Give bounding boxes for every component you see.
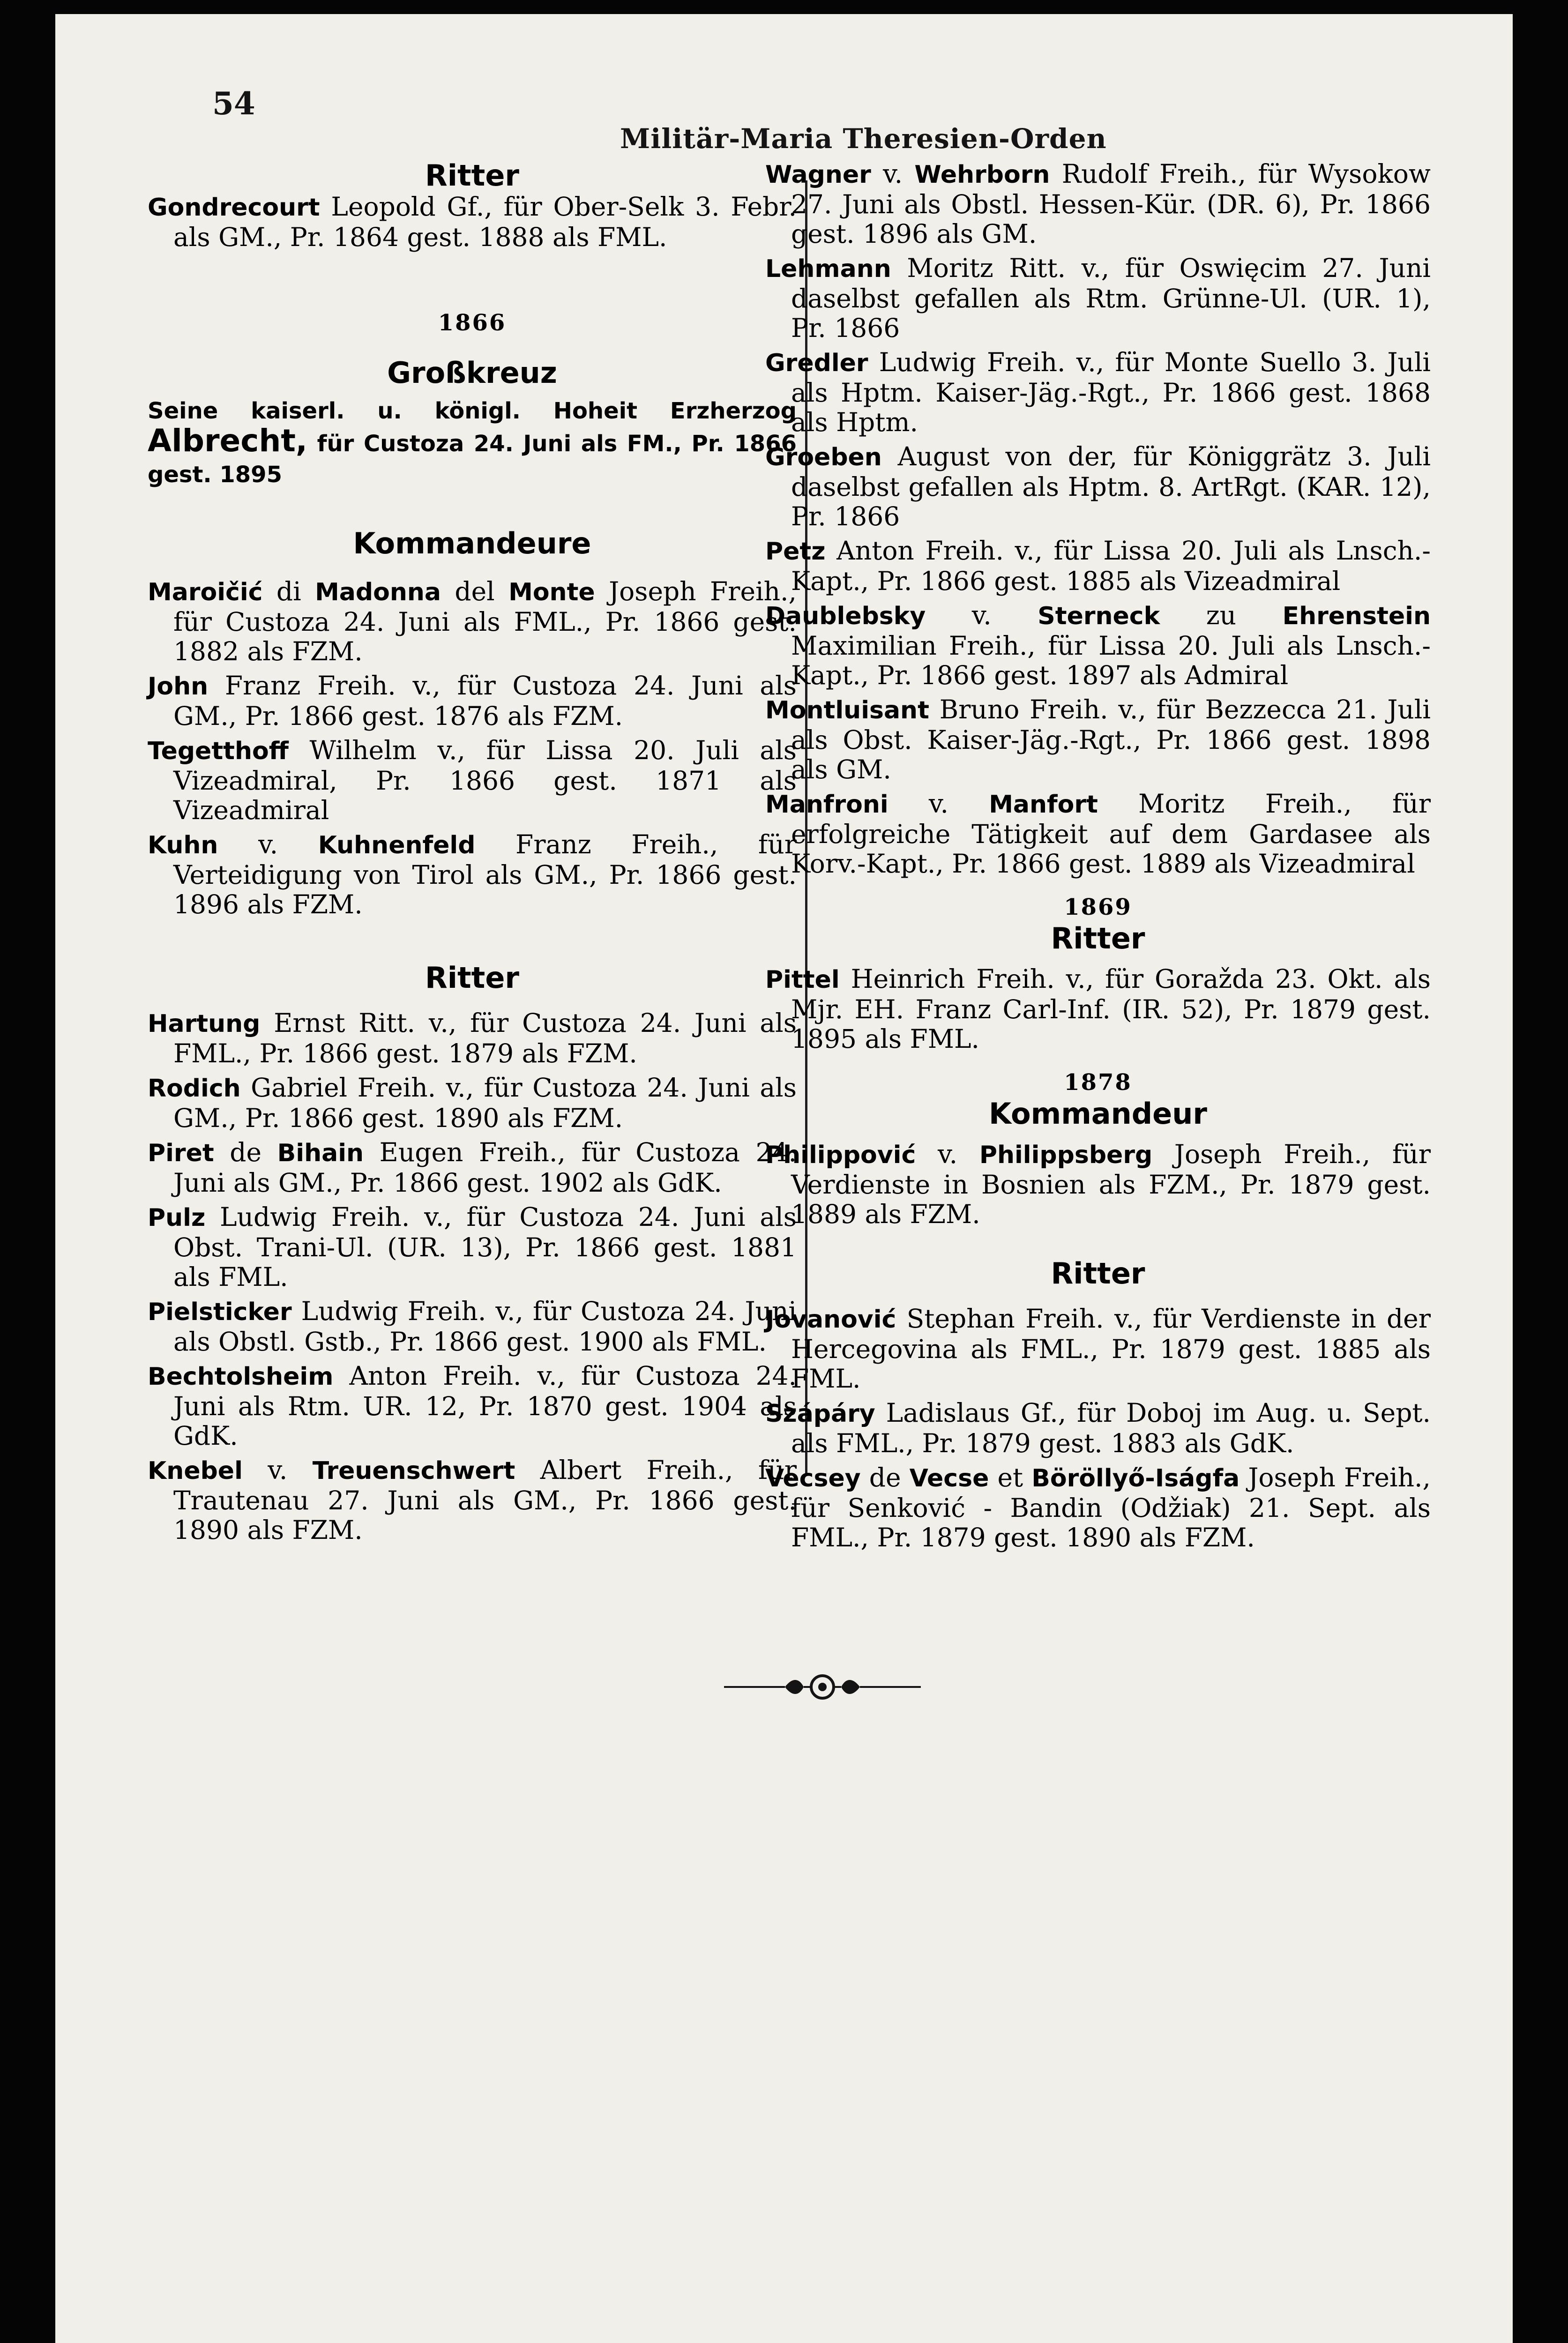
entry-prefix: Seine kaiserl. u. königl. Hoheit Erzherzog bbox=[148, 398, 797, 424]
spacer bbox=[148, 560, 797, 577]
entry-text: Franz Freih. v., für Custoza 24. Juni als GM., Pr. 1866 gest. 1876 als FZM. bbox=[173, 671, 797, 731]
entry-szapary bbox=[765, 1398, 1431, 1458]
entry-gondrecourt bbox=[148, 192, 797, 252]
entry-tegetthoff bbox=[148, 736, 797, 825]
page-number: 54 bbox=[212, 85, 255, 122]
entry-name: Maroičić bbox=[148, 578, 263, 606]
entry-name: Pulz bbox=[148, 1204, 206, 1232]
entry-particle: v. bbox=[218, 829, 318, 859]
entry-name: Hartung bbox=[148, 1010, 261, 1038]
entry-name: Tegetthoff bbox=[148, 737, 289, 765]
section-heading-kommandeur: Kommandeur bbox=[989, 1097, 1207, 1131]
entry-text: Gabriel Freih. v., für Custoza 24. Juni als GM., Pr. 1866 gest. 1890 als FZM. bbox=[173, 1073, 797, 1133]
entry-text: Stephan Freih. v., für Verdienste in der Hercegovina als FML., Pr. 1879 gest. 1885 als FML. bbox=[791, 1304, 1431, 1394]
entry-text: Wilhelm v., für Lissa 20. Juli als Vizeadmiral, Pr. 1866 gest. 1871 als Vizeadmiral bbox=[173, 735, 797, 825]
entry-name: Wehrborn bbox=[914, 161, 1050, 189]
entry-name: Sterneck bbox=[1038, 602, 1160, 630]
entry-name: Manfroni bbox=[765, 791, 889, 819]
entry-philippovic bbox=[765, 1140, 1431, 1229]
entry-john bbox=[148, 671, 797, 731]
entry-text: Maximilian Freih., für Lissa 20. Juli als Lnsch.-Kapt., Pr. 1866 gest. 1897 als Admiral bbox=[791, 631, 1431, 690]
spacer bbox=[765, 1059, 1431, 1068]
entry-particle: v. bbox=[871, 159, 915, 189]
entry-text: für Custoza 24. Juni als FM., Pr. 1866 gest. 1895 bbox=[148, 431, 797, 488]
entry-name: Pittel bbox=[765, 966, 840, 994]
spacer bbox=[765, 955, 1431, 964]
entry-name: Groeben bbox=[765, 443, 882, 471]
entry-text: August von der, für Königgrätz 3. Juli daselbst gefallen als Hptm. 8. ArtRgt. (KAR. 12), Pr. 1866 bbox=[791, 441, 1431, 531]
entry-particle: et bbox=[989, 1463, 1032, 1492]
entry-name: Lehmann bbox=[765, 255, 891, 283]
running-title: Militär-Maria Theresien-Orden bbox=[620, 123, 1107, 155]
entry-particle: del bbox=[441, 576, 509, 606]
entry-name: Vecsey bbox=[765, 1464, 861, 1492]
entry-text: Ladislaus Gf., für Doboj im Aug. u. Sept. als FML., Pr. 1879 gest. 1883 als GdK. bbox=[791, 1398, 1431, 1458]
year-heading: 1878 bbox=[1064, 1069, 1132, 1096]
entry-name: Bechtolsheim bbox=[148, 1363, 334, 1391]
entry-particle: di bbox=[262, 576, 315, 606]
entry-manfroni bbox=[765, 789, 1431, 879]
entry-name: Wagner bbox=[765, 161, 871, 189]
entry-vecsey bbox=[765, 1463, 1431, 1552]
entry-name: Knebel bbox=[148, 1457, 243, 1485]
section-heading-ritter: Ritter bbox=[1051, 921, 1145, 955]
entry-particle: v. bbox=[926, 600, 1038, 630]
entry-particle: v. bbox=[888, 789, 989, 819]
entry-name: Kuhn bbox=[148, 831, 218, 859]
entry-knebel bbox=[148, 1455, 797, 1545]
entry-text: Albert Freih., für Trautenau 27. Juni als GM., Pr. 1866 gest. 1890 als FZM. bbox=[173, 1455, 797, 1545]
entry-groeben bbox=[765, 442, 1431, 531]
entry-particle: de bbox=[860, 1463, 910, 1492]
entry-name: Gredler bbox=[765, 349, 868, 377]
entry-kuhn bbox=[148, 830, 797, 919]
entry-pielsticker bbox=[148, 1297, 797, 1357]
entry-name: Philippović bbox=[765, 1141, 916, 1169]
entry-pittel bbox=[765, 964, 1431, 1054]
entry-text: Moritz Ritt. v., für Oswięcim 27. Juni daselbst gefallen als Rtm. Grünne-Ul. (UR. 1), Pr. 1866 bbox=[791, 253, 1431, 343]
section-heading-ritter: Ritter bbox=[425, 158, 519, 193]
entry-name: Daublebsky bbox=[765, 602, 926, 630]
entry-name: Madonna bbox=[315, 578, 441, 606]
entry-name: John bbox=[148, 672, 209, 701]
entry-daublebsky bbox=[765, 601, 1431, 690]
spacer bbox=[148, 494, 797, 527]
entry-wagner bbox=[765, 159, 1431, 249]
entry-petz bbox=[765, 536, 1431, 596]
entry-piret bbox=[148, 1138, 797, 1198]
entry-text: Bruno Freih. v., für Bezzecca 21. Juli als Obst. Kaiser-Jäg.-Rgt., Pr. 1866 gest. 1898 als GM. bbox=[791, 694, 1431, 784]
entry-text: Joseph Freih., für Verdienste in Bosnien als FZM., Pr. 1879 gest. 1889 als FZM. bbox=[791, 1139, 1431, 1229]
fleuron-ornament-icon bbox=[724, 1668, 921, 1706]
entry-text: Ludwig Freih. v., für Custoza 24. Juni als Obstl. Gstb., Pr. 1866 gest. 1900 als FML. bbox=[173, 1296, 797, 1357]
entry-text: Leopold Gf., für Ober-Selk 3. Febr. als GM., Pr. 1864 gest. 1888 als FML. bbox=[173, 192, 797, 252]
entry-name: Bihain bbox=[277, 1139, 364, 1167]
spacer bbox=[765, 1290, 1431, 1304]
entry-gredler bbox=[765, 348, 1431, 437]
entry-rodich bbox=[148, 1073, 797, 1133]
entry-name: Jovanović bbox=[765, 1306, 896, 1334]
entry-montluisant bbox=[765, 695, 1431, 784]
section-heading-ritter: Ritter bbox=[1051, 1256, 1145, 1291]
spacer bbox=[148, 257, 797, 308]
spacer bbox=[765, 1234, 1431, 1257]
entry-name: Kuhnenfeld bbox=[318, 831, 476, 859]
spacer bbox=[765, 1130, 1431, 1140]
entry-name: Philippsberg bbox=[979, 1141, 1153, 1169]
entry-particle: de bbox=[214, 1137, 277, 1167]
entry-text: Rudolf Freih., für Wysokow 27. Juni als Obstl. Hessen-Kür. (DR. 6), Pr. 1866 gest. 1896 als GM. bbox=[791, 159, 1431, 249]
entry-particle: zu bbox=[1160, 600, 1283, 630]
entry-text: Heinrich Freih. v., für Goražda 23. Okt. als Mjr. EH. Franz Carl-Inf. (IR. 52), Pr. 1879 gest. 1895 als FML. bbox=[791, 964, 1431, 1054]
entry-text: Ludwig Freih. v., für Custoza 24. Juni als Obst. Trani-Ul. (UR. 13), Pr. 1866 gest. 1881 als FML. bbox=[173, 1202, 797, 1292]
entry-text: Franz Freih., für Verteidigung von Tirol als GM., Pr. 1866 gest. 1896 als FZM. bbox=[173, 829, 797, 919]
entry-jovanovic bbox=[765, 1304, 1431, 1394]
entry-lehmann bbox=[765, 254, 1431, 343]
entry-text: Joseph Freih., für Custoza 24. Juni als FML., Pr. 1866 gest. 1882 als FZM. bbox=[173, 576, 797, 666]
entry-name: Piret bbox=[148, 1139, 214, 1167]
entry-name: Treuenschwert bbox=[312, 1457, 515, 1485]
year-heading: 1866 bbox=[438, 310, 507, 336]
entry-name: Montluisant bbox=[765, 696, 929, 724]
entry-maroicic bbox=[148, 577, 797, 666]
section-heading-grosskreuz: Großkreuz bbox=[387, 356, 557, 390]
entry-text: Anton Freih. v., für Custoza 24. Juni als Rtm. UR. 12, Pr. 1870 gest. 1904 als GdK. bbox=[173, 1361, 797, 1451]
entry-name: Petz bbox=[765, 537, 826, 566]
spacer bbox=[148, 924, 797, 962]
entry-name: Vecse bbox=[909, 1464, 989, 1492]
entry-name: Albrecht, bbox=[148, 423, 307, 459]
entry-text: Ernst Ritt. v., für Custoza 24. Juni als FML., Pr. 1866 gest. 1879 als FZM. bbox=[173, 1008, 797, 1068]
entry-text: Anton Freih. v., für Lissa 20. Juli als Lnsch.-Kapt., Pr. 1866 gest. 1885 als Vizeadmiral bbox=[791, 536, 1431, 596]
section-heading-kommandeure: Kommandeure bbox=[353, 526, 591, 560]
spacer bbox=[148, 338, 797, 357]
entry-name: Ehrenstein bbox=[1282, 602, 1431, 630]
entry-text: Eugen Freih., für Custoza 24. Juni als GM., Pr. 1866 gest. 1902 als GdK. bbox=[173, 1137, 797, 1198]
entry-hartung bbox=[148, 1008, 797, 1068]
section-heading-ritter: Ritter bbox=[425, 961, 519, 995]
entry-text: Moritz Freih., für erfolgreiche Tätigkeit auf dem Gardasee als Korv.-Kapt., Pr. 1866 gest. 1889 als Vizeadmiral bbox=[791, 789, 1431, 879]
entry-name: Manfort bbox=[989, 791, 1098, 819]
year-heading: 1869 bbox=[1064, 894, 1132, 920]
entry-name: Böröllyő-Iságfa bbox=[1031, 1464, 1240, 1492]
right-column bbox=[765, 159, 1431, 1557]
entry-bechtolsheim bbox=[148, 1361, 797, 1451]
entry-particle: v. bbox=[916, 1139, 979, 1169]
entry-name: Gondrecourt bbox=[148, 194, 320, 222]
entry-text: Joseph Freih., für Senković - Bandin (Odžiak) 21. Sept. als FML., Pr. 1879 gest. 1890 als FZM. bbox=[791, 1463, 1431, 1552]
entry-particle: v. bbox=[242, 1455, 313, 1485]
entry-albrecht bbox=[148, 395, 797, 490]
left-column bbox=[148, 159, 797, 1550]
spacer bbox=[148, 994, 797, 1008]
entry-name: Pielsticker bbox=[148, 1298, 292, 1326]
entry-text: Ludwig Freih. v., für Monte Suello 3. Juli als Hptm. Kaiser-Jäg.-Rgt., Pr. 1866 gest. 1868 als Hptm. bbox=[791, 347, 1431, 437]
entry-name: Rodich bbox=[148, 1074, 241, 1103]
entry-name: Monte bbox=[508, 578, 595, 606]
spacer bbox=[765, 883, 1431, 893]
entry-pulz bbox=[148, 1202, 797, 1292]
entry-name: Szápáry bbox=[765, 1400, 875, 1428]
